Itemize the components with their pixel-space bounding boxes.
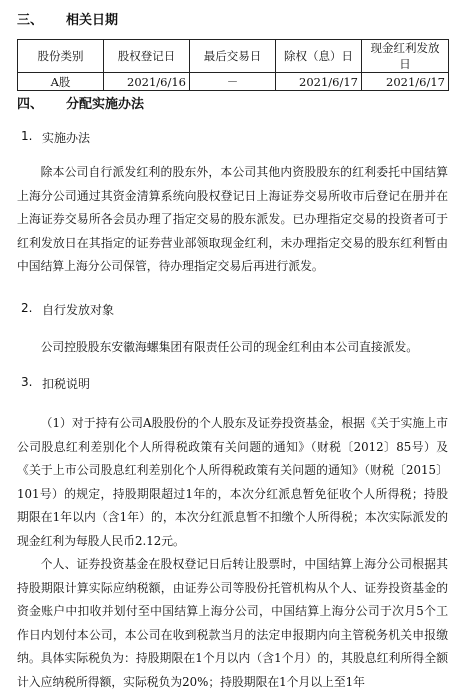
item-title: 实施办法: [42, 131, 91, 145]
table-cell: 2021/6/17: [362, 73, 449, 91]
item1-paragraph: [17, 161, 448, 279]
paragraph-text: 公司控股股东安徽海螺集团有限责任公司的现金红利由本公司直接派发。: [40, 340, 419, 354]
paragraph-text: （1）对于持有公司A股股份的个人股东及证券投资基金，根据《关于实施上市公司股息红利差别化个人所得税政策有关问题的通知》（财税〔2012〕85号）及《关于上市公司股息红利差别化个人所得税政策有关问题的通知》（财税〔2015〕101号）的规定，持股期限超过1年的，本次分红派息暂免征收个人所得税；持股期限在1年以内（含1年）的，本次分红派息暂不扣缴个人所得税；本次实际派发的现金红利为每股人民币2.12元。: [17, 416, 448, 548]
table-cell: －: [190, 73, 276, 91]
table-header-cell: 除权（息）日: [276, 40, 362, 73]
section-title: 分配实施办法: [66, 97, 145, 112]
section-number: 四、: [17, 97, 44, 112]
item-title: 自行发放对象: [42, 303, 115, 317]
table-row: [18, 73, 449, 91]
paragraph-text: 除本公司自行派发红利的股东外，本公司其他内资股股东的红利委托中国结算上海分公司通过其资金清算系统向股权登记日上海证券交易所收市后登记在册并在上海证券交易所各会员办理了指定交易的股东派发。已办理指定交易的投资者可于红利发放日在其指定的证券营业部领取现金红利，未办理指定交易的股东红利暂由中国结算上海分公司保管，待办理指定交易后再进行派发。: [17, 165, 448, 274]
item3-paragraph-2: [17, 553, 448, 699]
table-cell: 2021/6/17: [276, 73, 362, 91]
table-header-cell: 最后交易日: [190, 40, 276, 73]
item3-paragraph-1: [17, 412, 448, 554]
section-title: 相关日期: [66, 13, 119, 28]
dates-table: [17, 39, 449, 91]
item-number: 3.: [21, 375, 33, 389]
table-header-cell: 股权登记日: [104, 40, 190, 73]
table-header-cell: 股份类别: [18, 40, 104, 73]
paragraph-text: 个人、证券投资基金在股权登记日后转让股票时，中国结算上海分公司根据其持股期限计算实际应纳税额，由证券公司等股份托管机构从个人、证券投资基金的资金账户中扣收并划付至中国结算上海分公司，中国结算上海分公司于次月5个工作日内划付本公司，本公司在收到税款当月的法定申报期内向主管税务机关申报缴纳。具体实际税负为：持股期限在1个月以内（含1个月）的，其股息红利所得全额计入应纳税所得额，实际税负为20%；持股期限在1个月以上至1年: [17, 557, 448, 689]
item2-paragraph: [17, 336, 448, 360]
item-number: 2.: [21, 301, 33, 315]
table-cell: 2021/6/16: [104, 73, 190, 91]
table-cell: A股: [18, 73, 104, 91]
item-title: 扣税说明: [42, 377, 91, 391]
table-header-cell: 现金红利发放日: [362, 40, 449, 73]
section-number: 三、: [17, 13, 44, 28]
table-header-row: [18, 40, 449, 73]
item-number: 1.: [21, 129, 33, 143]
